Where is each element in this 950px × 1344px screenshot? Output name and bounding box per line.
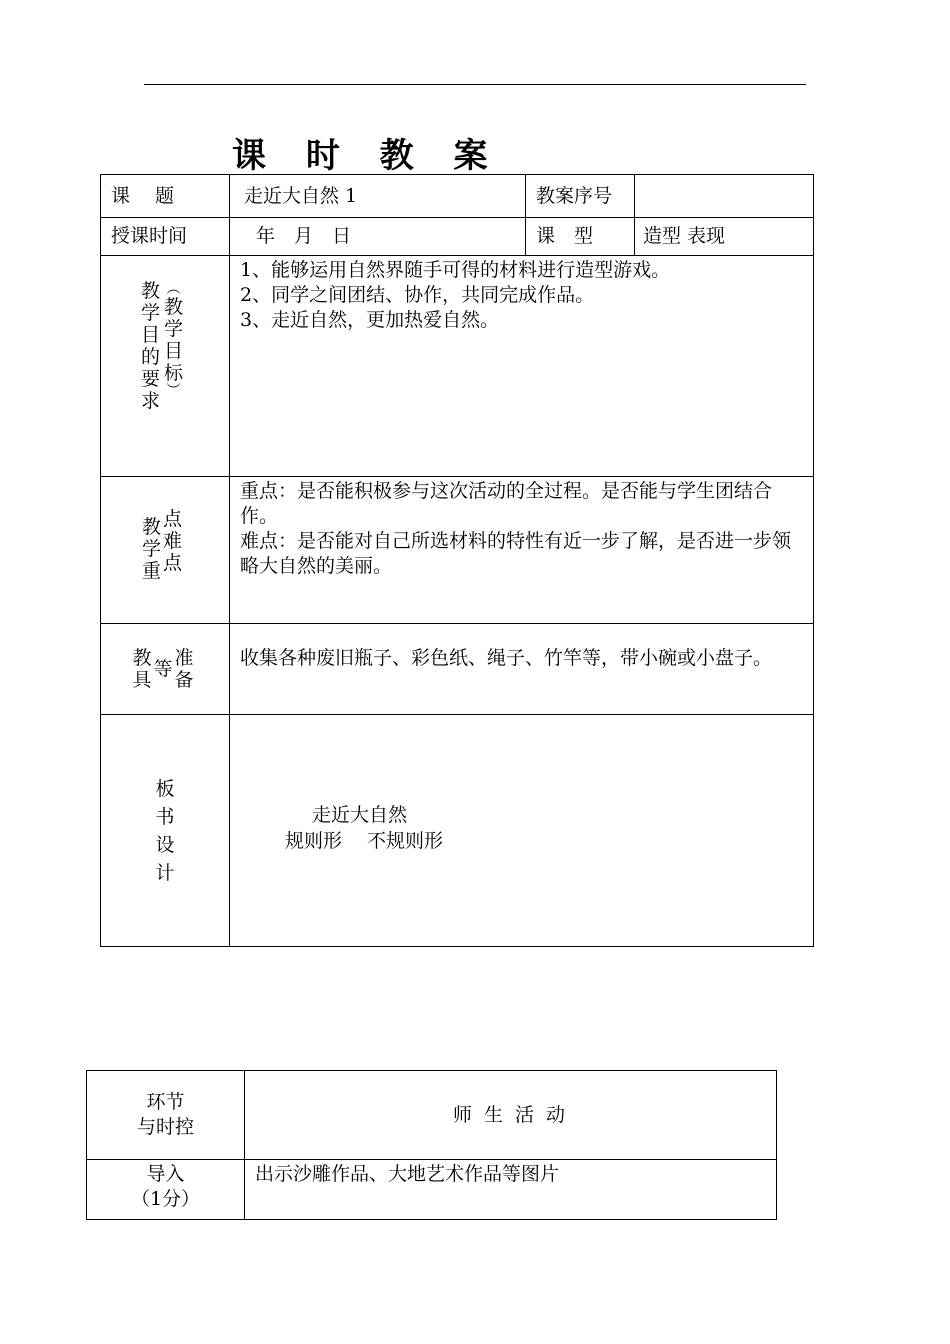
obj-l2-4: 标	[164, 362, 184, 384]
objective-item: 2、同学之间团结、协作，共同完成作品。	[240, 284, 595, 306]
page-title: 课 时 教 案	[232, 136, 502, 176]
materials-label	[101, 624, 230, 715]
topic-label: 课 题	[101, 175, 230, 218]
mat-left-1: 具	[132, 669, 152, 691]
row-topic	[101, 175, 814, 218]
type-label: 课 型	[526, 218, 635, 256]
type-value: 造型 表现	[635, 218, 814, 256]
process-table	[86, 1070, 777, 1220]
obj-l1-3: 的	[140, 346, 160, 368]
obj-l2-3: 目	[164, 340, 184, 362]
stage-name: 导入	[146, 1163, 185, 1185]
board-l-3: 计	[155, 861, 175, 884]
row-keypoints	[101, 477, 814, 624]
materials-text: 收集各种废旧瓶子、彩色纸、绳子、竹竿等，带小碗或小盘子。	[240, 647, 773, 669]
seq-label: 教案序号	[526, 175, 635, 218]
objective-item: 1、能够运用自然界随手可得的材料进行造型游戏。	[240, 259, 671, 281]
process-activity: 出示沙雕作品、大地艺术作品等图片	[245, 1160, 777, 1220]
mat-right-0: 准	[174, 647, 194, 669]
objective-item: 3、走近自然，更加热爱自然。	[240, 309, 500, 331]
materials-content	[230, 624, 814, 715]
lesson-plan-table	[100, 174, 814, 947]
stage-header	[87, 1071, 245, 1160]
mat-left-0: 教	[132, 647, 152, 669]
kp-l1-1: 学	[141, 538, 161, 560]
kp-l1-2: 重	[141, 560, 161, 582]
board-l-2: 设	[155, 833, 175, 856]
row-time	[101, 218, 814, 256]
seq-value	[635, 175, 814, 218]
process-header-row	[87, 1071, 777, 1160]
row-board	[101, 715, 814, 947]
obj-l1-4: 要	[140, 368, 160, 390]
stage-header-line1: 环节	[146, 1091, 185, 1113]
board-label	[101, 715, 230, 947]
kp-l2-0: 点	[163, 508, 183, 530]
kp-l2-1: 难	[163, 530, 183, 552]
stage-header-line2: 与时控	[136, 1116, 194, 1138]
obj-l2-0: ︵	[166, 281, 181, 297]
objectives-label	[101, 256, 230, 477]
row-objectives	[101, 256, 814, 477]
board-line-2: 规则形 不规则形	[285, 830, 444, 852]
kp-l1-0: 教	[141, 516, 161, 538]
keypoints-label	[101, 477, 230, 624]
top-rule	[144, 84, 806, 85]
board-line-1: 走近大自然	[312, 804, 408, 826]
mat-mid: 等	[153, 658, 173, 680]
objectives-content	[230, 256, 814, 477]
board-content	[230, 715, 814, 947]
activity-header: 师 生 活 动	[245, 1071, 777, 1160]
kp-l2-2: 点	[163, 552, 183, 574]
obj-l2-1: 教	[164, 296, 184, 318]
process-stage	[87, 1160, 245, 1220]
obj-l2-2: 学	[164, 318, 184, 340]
board-l-1: 书	[155, 805, 175, 828]
topic-value: 走近大自然 1	[230, 175, 526, 218]
obj-l1-5: 求	[140, 390, 160, 412]
process-row	[87, 1160, 777, 1220]
mat-right-1: 备	[174, 669, 194, 691]
time-label: 授课时间	[101, 218, 230, 256]
obj-l2-5: ︶	[166, 383, 181, 399]
stage-time: （1分）	[130, 1188, 201, 1210]
row-materials	[101, 624, 814, 715]
obj-l1-1: 学	[140, 302, 160, 324]
obj-l1-0: 教	[140, 280, 160, 302]
difficult-point: 难点：是否能对自己所选材料的特性有近一步了解，是否进一步领略大自然的美丽。	[240, 530, 792, 577]
obj-l1-2: 目	[140, 324, 160, 346]
important-point: 重点：是否能积极参与这次活动的全过程。是否能与学生团结合作。	[240, 480, 773, 527]
keypoints-content	[230, 477, 814, 624]
time-value: 年 月 日	[230, 218, 526, 256]
board-l-0: 板	[155, 777, 175, 800]
